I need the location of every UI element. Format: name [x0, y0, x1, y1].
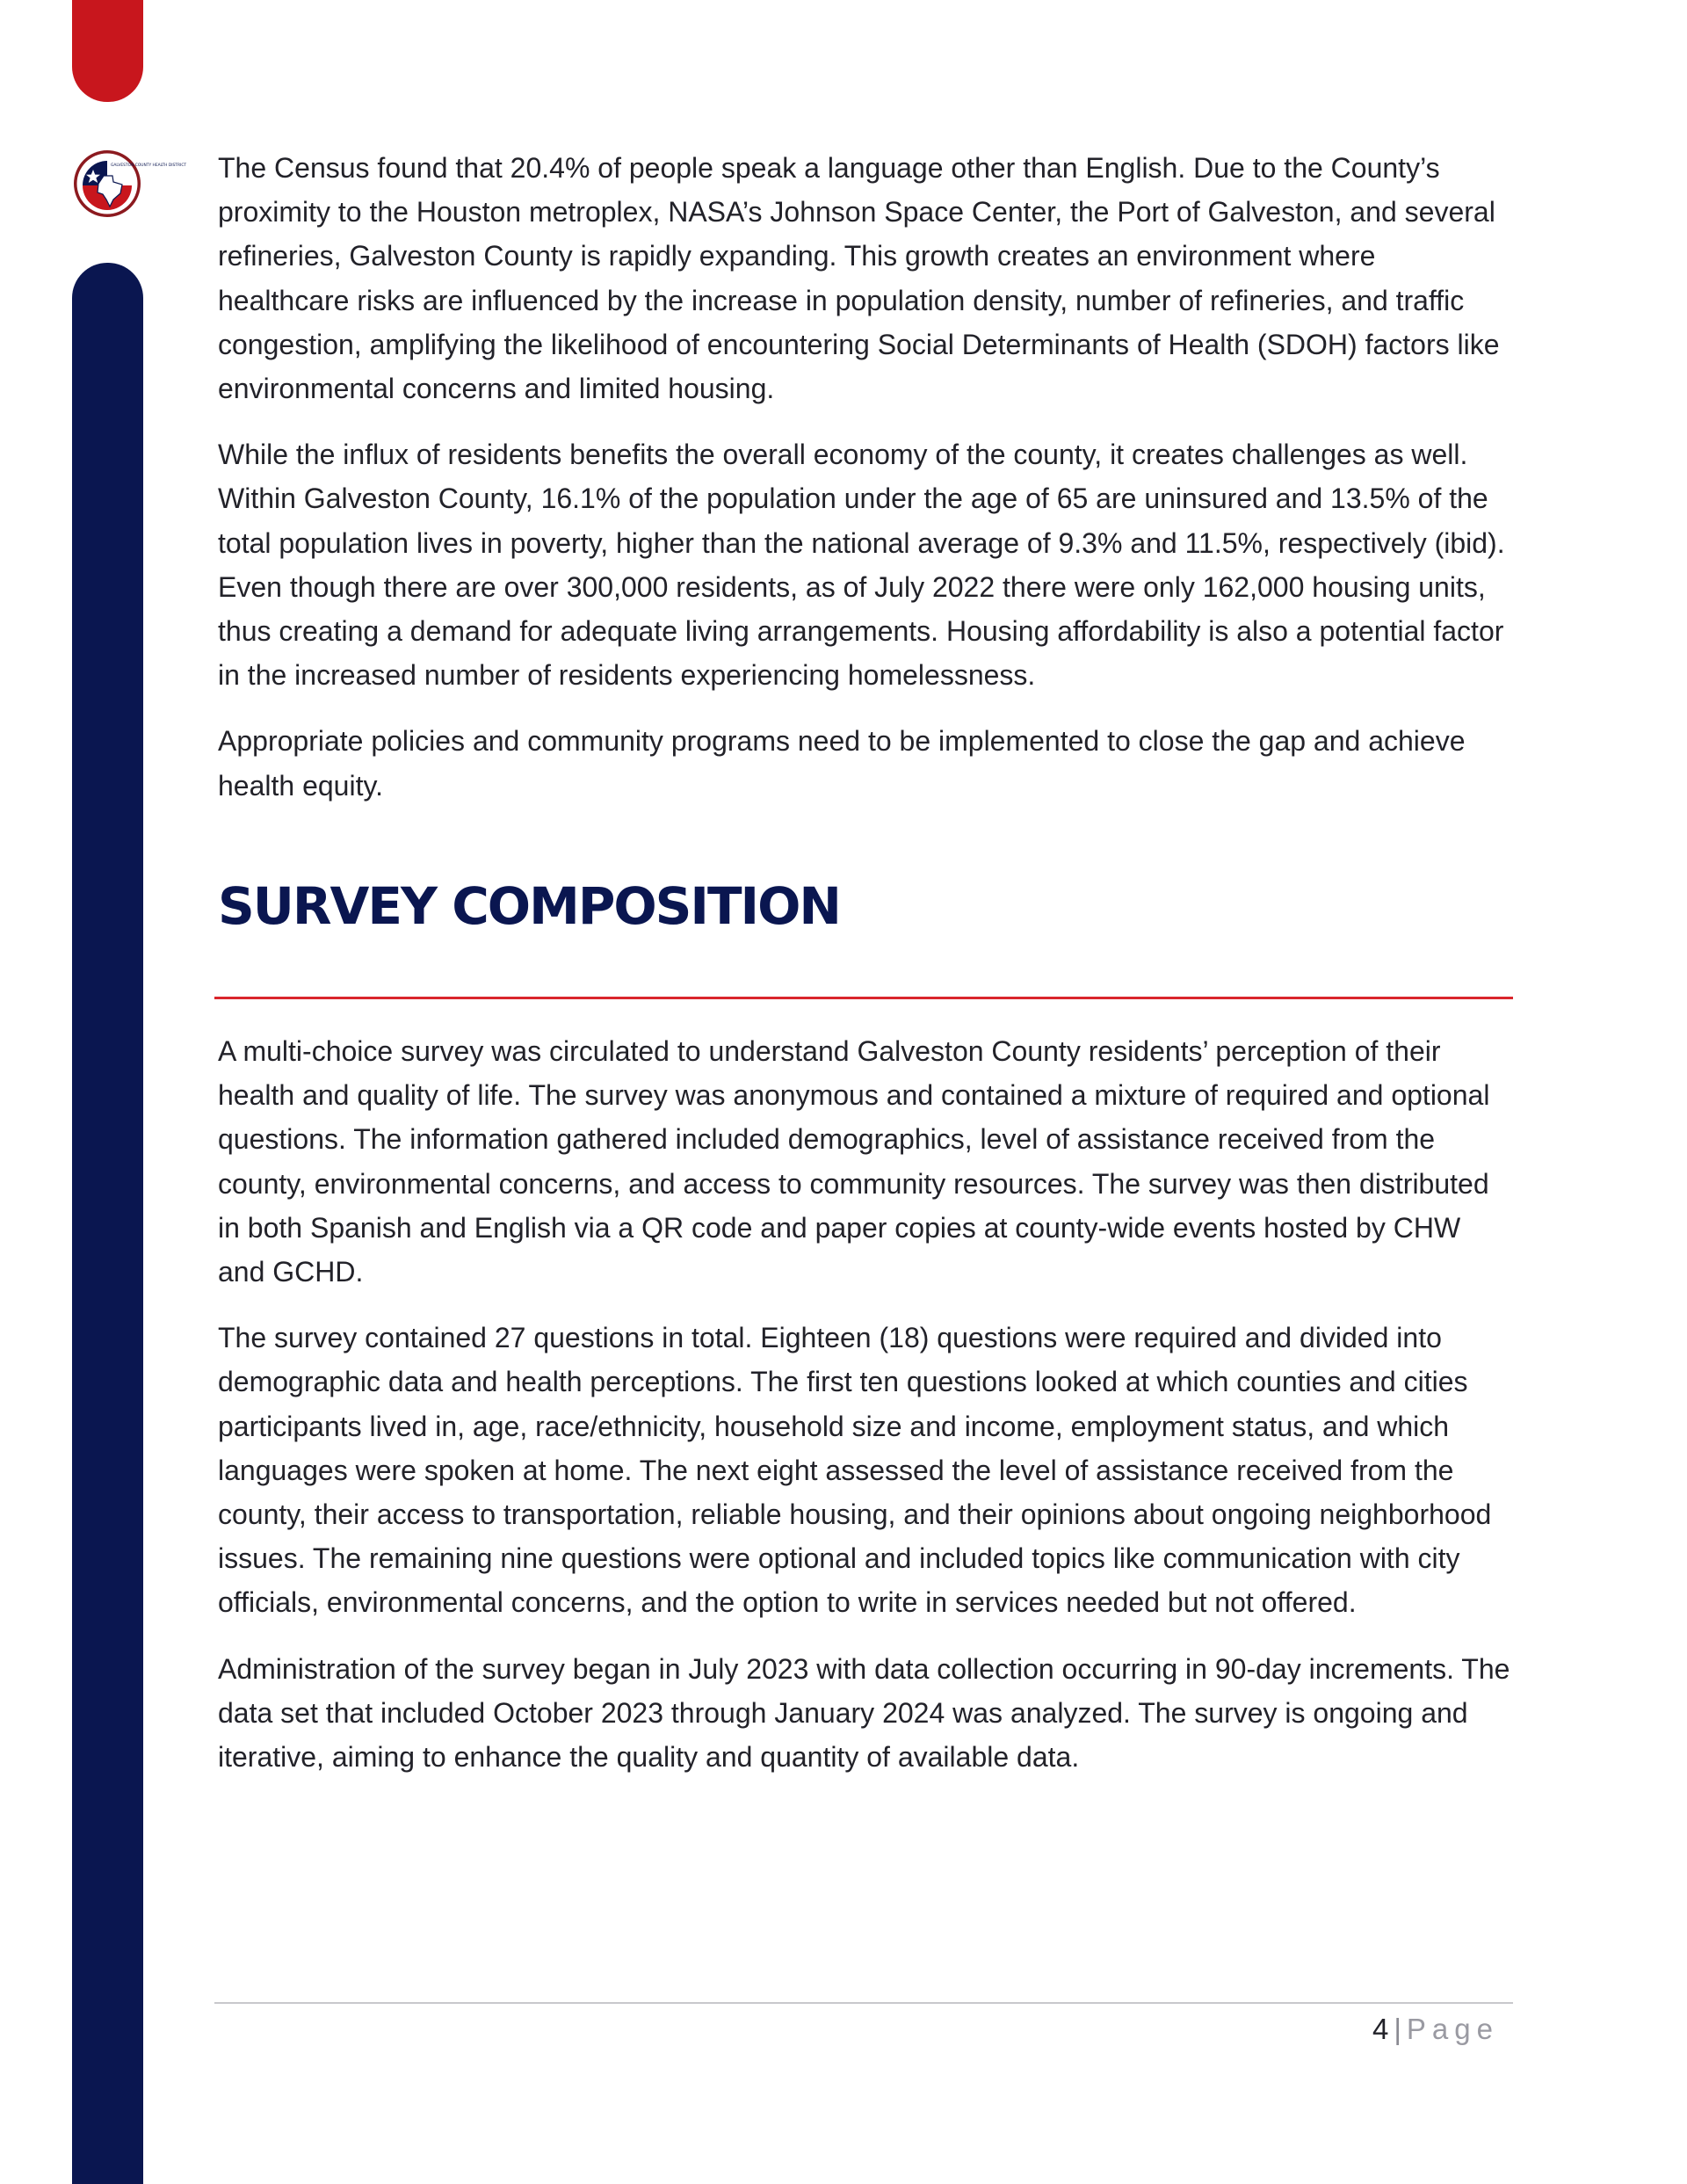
seal-text: GALVESTON COUNTY HEALTH DISTRICT	[111, 163, 187, 168]
intro-paragraph: Appropriate policies and community programs need to be implemented to close the gap and achieve health equity.	[218, 725, 1466, 802]
intro-paragraph: The Census found that 20.4% of people speak a language other than English. Due to the County’s proximity to the Houston metroplex, NASA’s Johnson Space Center, the Port of Galveston, and several refineries, Galveston County is rapidly expanding. This growth creates an environment where healthcare risks are influenced by the increase in population density, number of refineries, and traffic congestion, amplifying the likelihood of encountering Social Determinants of Health (SDOH) factors like environmental concerns and limited housing.	[218, 152, 1500, 405]
section-paragraph: The survey contained 27 questions in total. Eighteen (18) questions were required and divided into demographic data and health perceptions. The first ten questions looked at which counties and cities participants lived in, age, race/ethnicity, household size and income, employment status, and which languages were spoken at home. The next eight assessed the level of assistance received from the county, their access to transportation, reliable housing, and their opinions about ongoing neighborhood issues. The remaining nine questions were optional and included topics like communication with city officials, environmental concerns, and the option to write in services needed but not offered.	[218, 1322, 1492, 1619]
galveston-county-health-district-seal-icon	[72, 149, 187, 219]
page-label: Page	[1406, 2013, 1499, 2045]
red-decorative-tab	[72, 0, 143, 102]
section-paragraph: A multi-choice survey was circulated to understand Galveston County residents’ perception of their health and quality of life. The survey was anonymous and contained a mixture of required and optional questions. The information gathered included demographics, level of assistance received from the county, environmental concerns, and access to community resources. The survey was then distributed in both Spanish and English via a QR code and paper copies at county-wide events hosted by CHW and GCHD.	[218, 1035, 1490, 1288]
section-heading: SURVEY COMPOSITION	[218, 875, 840, 936]
section-body	[218, 1029, 1511, 1801]
section-paragraph: Administration of the survey began in July 2023 with data collection occurring in 90-day increments. The data set that included October 2023 through January 2024 was analyzed. The survey is ongoing and iterative, aiming to enhance the quality and quantity of available data.	[218, 1652, 1510, 1774]
page-number: 4	[1372, 2013, 1389, 2045]
footer-divider	[214, 2002, 1513, 2004]
navy-side-bar	[72, 263, 143, 2184]
heading-underline	[214, 997, 1513, 999]
page-number-footer	[1372, 2007, 1499, 2051]
page-separator: |	[1394, 2013, 1401, 2045]
intro-paragraph: While the influx of residents benefits the overall economy of the county, it creates challenges as well. Within Galveston County, 16.1% of the population under the age of 65 are uninsured and 13.5% of the total population lives in poverty, higher than the national average of 9.3% and 11.5%, respectively (ibid). Even though there are over 300,000 residents, as of July 2022 there were only 162,000 housing units, thus creating a demand for adequate living arrangements. Housing affordability is also a potential factor in the increased number of residents experiencing homelessness.	[218, 439, 1505, 692]
document-body	[218, 146, 1511, 937]
